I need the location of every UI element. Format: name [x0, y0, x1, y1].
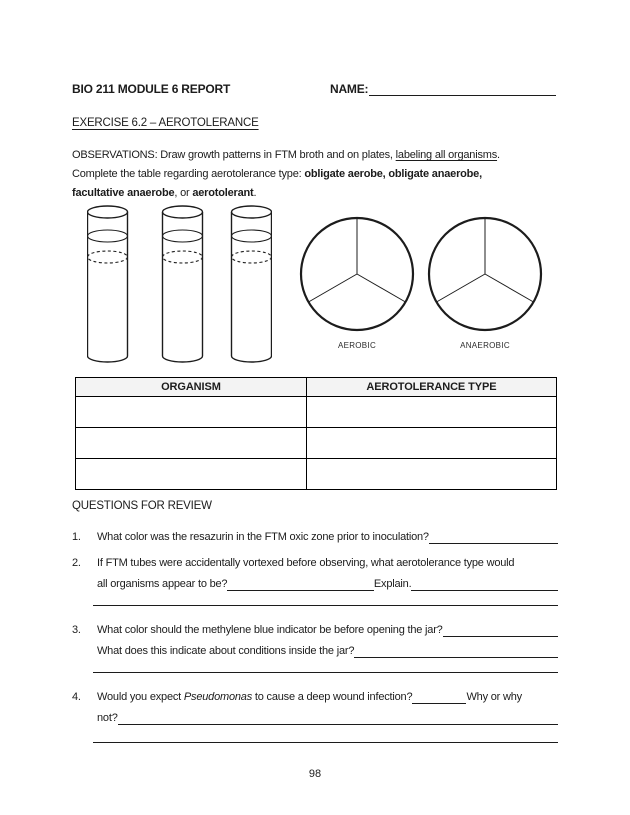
answer-blank — [354, 641, 558, 658]
exercise-heading: EXERCISE 6.2 – AEROTOLERANCE — [72, 117, 259, 129]
question-line: What color should the methylene blue indicator be before opening the jar? — [97, 620, 558, 641]
question-line: not? — [97, 708, 558, 729]
table-row — [76, 428, 557, 459]
agar-plates-diagram — [298, 215, 560, 335]
table-cell — [306, 397, 556, 428]
answer-blank — [227, 574, 374, 591]
question-1 — [72, 527, 558, 548]
answer-blank — [429, 527, 558, 544]
question-2 — [72, 553, 558, 606]
answer-blank — [443, 620, 558, 637]
anaerobic-plate-label: ANAEROBIC — [460, 341, 510, 350]
organism-name-italic: Pseudomonas — [183, 691, 253, 703]
name-label: NAME: — [330, 82, 369, 96]
table-cell — [76, 428, 307, 459]
table-cell — [76, 459, 307, 490]
ftm-tubes-diagram — [87, 205, 272, 363]
observations-line: Complete the table regarding aerotolerance type: obligate aerobe, obligate anaerobe, — [72, 168, 482, 180]
observations-paragraph — [72, 146, 572, 203]
name-blank — [369, 82, 556, 96]
table-cell — [306, 459, 556, 490]
table-header-row — [76, 378, 557, 397]
question-line: Would you expect Pseudomonas to cause a deep wound infection? Why or why — [97, 687, 558, 708]
report-title: BIO 211 MODULE 6 REPORT — [72, 82, 231, 96]
question-number: 2. — [72, 557, 81, 569]
table-row — [76, 459, 557, 490]
questions-heading: QUESTIONS FOR REVIEW — [72, 500, 212, 512]
organism-table — [75, 377, 557, 490]
question-line: If FTM tubes were accidentally vortexed before observing, what aerotolerance type would — [97, 557, 515, 569]
page-number: 98 — [308, 768, 322, 780]
answer-line — [93, 729, 558, 743]
question-line: What color was the resazurin in the FTM oxic zone prior to inoculation? — [97, 527, 558, 548]
question-4 — [72, 687, 558, 743]
organism-header: ORGANISM — [76, 378, 307, 397]
question-line: all organisms appear to be? Explain. — [97, 574, 558, 595]
ftm-tube — [232, 206, 272, 362]
answer-blank — [412, 687, 466, 704]
question-number: 3. — [72, 624, 81, 636]
question-3 — [72, 620, 558, 673]
observations-line: OBSERVATIONS: Draw growth patterns in FTM broth and on plates, labeling all organisms. — [72, 149, 500, 161]
aerobic-plate-label: AEROBIC — [337, 341, 377, 350]
ftm-tube — [163, 206, 203, 362]
aerotolerance-header: AEROTOLERANCE TYPE — [306, 378, 556, 397]
answer-line — [93, 662, 558, 673]
answer-blank — [411, 574, 558, 591]
name-field — [330, 82, 556, 96]
ftm-tube — [88, 206, 128, 362]
question-line: What does this indicate about conditions inside the jar? — [97, 641, 558, 662]
table-cell — [306, 428, 556, 459]
table-cell — [76, 397, 307, 428]
question-number: 4. — [72, 691, 81, 703]
answer-line — [93, 595, 558, 606]
anaerobic-plate-circle — [429, 218, 541, 330]
observations-line: facultative anaerobe, or aerotolerant. — [72, 187, 257, 199]
answer-blank — [118, 708, 558, 725]
table-row — [76, 397, 557, 428]
question-number: 1. — [72, 531, 81, 543]
aerobic-plate-circle — [301, 218, 413, 330]
